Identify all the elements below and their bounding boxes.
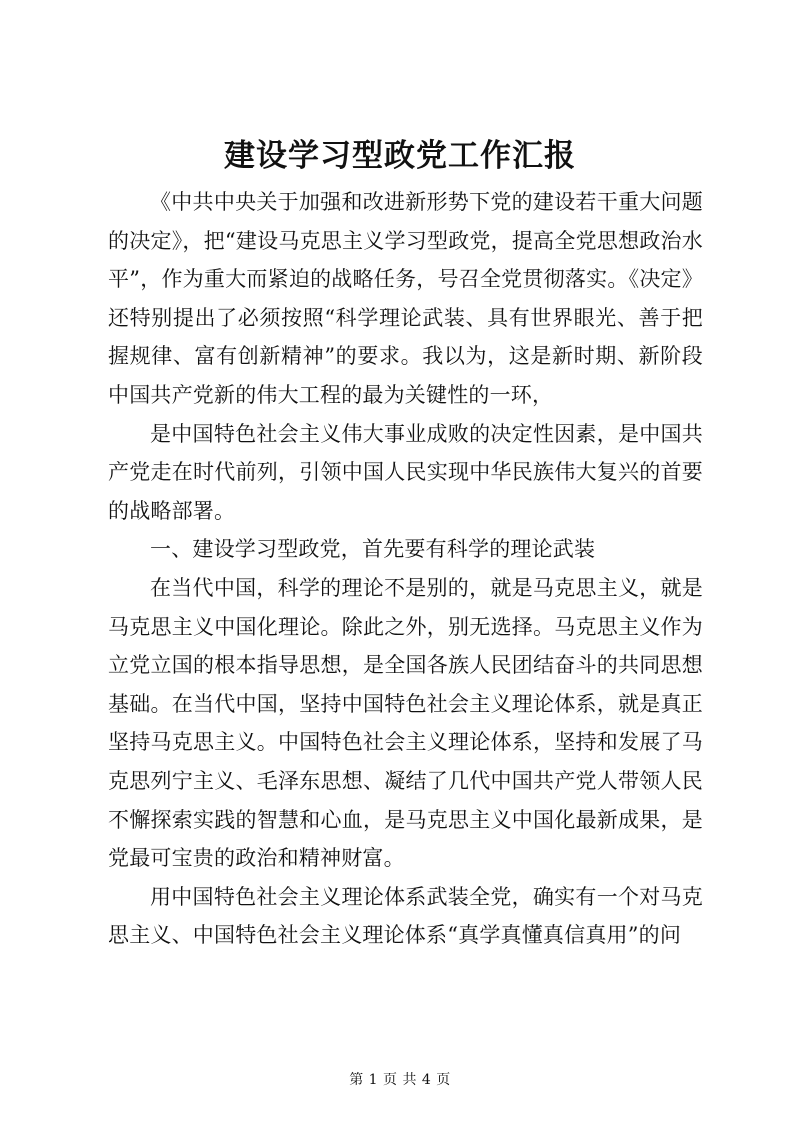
section-heading-1: 一、建设学习型政党，首先要有科学的理论武装 [150, 537, 596, 562]
paragraph-theory: 在当代中国，科学的理论不是别的，就是马克思主义，就是马克思主义中国化理论。除此之外，别无选择。马克思主义作为立党立国的根本指导思想，是全国各族人民团结奋斗的共同思想基础。在当代中国，坚持中国特色社会主义理论体系，就是真正坚持马克思主义。中国特色社会主义理论体系，坚持和发展了马克思列宁主义、毛泽东思想、凝结了几代中国共产党人带领人民不懈探索实践的智慧和心血，是马克思主义中国化最新成果，是党最可宝贵的政治和精神财富。 [108, 575, 703, 871]
paragraph-arming-party: 用中国特色社会主义理论体系武装全党，确实有一个对马克思主义、中国特色社会主义理论体系“真学真懂真信真用”的问 [108, 884, 703, 948]
paragraph-significance: 是中国特色社会主义伟大事业成败的决定性因素，是中国共产党走在时代前列，引领中国人民实现中华民族伟大复兴的首要的战略部署。 [108, 421, 703, 523]
page-footer: 第 1 页 共 4 页 [349, 1072, 451, 1088]
document-body [108, 183, 703, 955]
paragraph-intro: 《中共中央关于加强和改进新形势下党的建设若干重大问题的决定》，把“建设马克思主义学习型政党，提高全党思想政治水平”，作为重大而紧迫的战略任务，号召全党贯彻落实。《决定》还特别提出了必须按照“科学理论武装、具有世界眼光、善于把握规律、富有创新精神”的要求。我以为，这是新时期、新阶段中国共产党新的伟大工程的最为关键性的一环， [108, 190, 703, 407]
document-title: 建设学习型政党工作汇报 [224, 138, 576, 174]
